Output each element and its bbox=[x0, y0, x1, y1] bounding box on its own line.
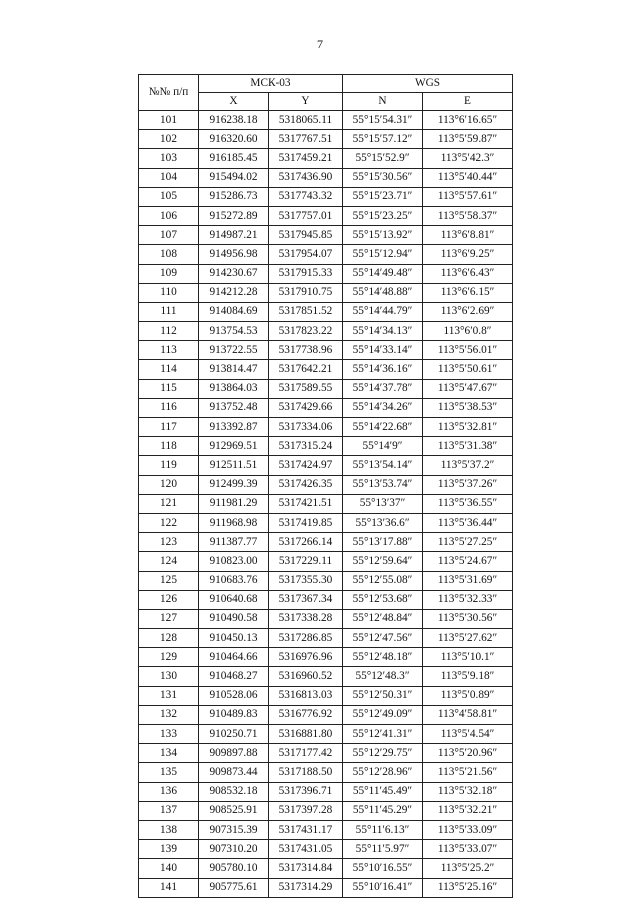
cell-e: 113°5′31.38″ bbox=[423, 437, 513, 456]
cell-e: 113°5′10.1″ bbox=[423, 648, 513, 667]
cell-n: 55°14′34.13″ bbox=[343, 322, 423, 341]
cell-y: 5316776.92 bbox=[269, 705, 343, 724]
cell-y: 5317429.66 bbox=[269, 398, 343, 417]
cell-num: 141 bbox=[139, 878, 199, 897]
cell-x: 914230.67 bbox=[199, 264, 269, 283]
cell-e: 113°6′8.81″ bbox=[423, 226, 513, 245]
cell-e: 113°5′50.61″ bbox=[423, 360, 513, 379]
cell-num: 117 bbox=[139, 418, 199, 437]
table-row bbox=[139, 360, 513, 379]
cell-n: 55°14′9″ bbox=[343, 437, 423, 456]
cell-num: 111 bbox=[139, 302, 199, 321]
table-row bbox=[139, 418, 513, 437]
cell-e: 113°5′27.25″ bbox=[423, 533, 513, 552]
cell-num: 130 bbox=[139, 667, 199, 686]
cell-num: 108 bbox=[139, 245, 199, 264]
cell-e: 113°5′24.67″ bbox=[423, 552, 513, 571]
cell-n: 55°15′12.94″ bbox=[343, 245, 423, 264]
table-row bbox=[139, 801, 513, 820]
cell-n: 55°11′5.97″ bbox=[343, 840, 423, 859]
table-row bbox=[139, 629, 513, 648]
cell-n: 55°12′53.68″ bbox=[343, 590, 423, 609]
cell-e: 113°5′47.67″ bbox=[423, 379, 513, 398]
table-row bbox=[139, 283, 513, 302]
cell-x: 916185.45 bbox=[199, 149, 269, 168]
cell-num: 138 bbox=[139, 820, 199, 839]
cell-num: 119 bbox=[139, 456, 199, 475]
cell-y: 5317851.52 bbox=[269, 302, 343, 321]
table-row bbox=[139, 379, 513, 398]
cell-num: 104 bbox=[139, 168, 199, 187]
cell-e: 113°4′58.81″ bbox=[423, 705, 513, 724]
cell-num: 103 bbox=[139, 149, 199, 168]
cell-n: 55°12′48.3″ bbox=[343, 667, 423, 686]
cell-e: 113°5′37.2″ bbox=[423, 456, 513, 475]
cell-num: 124 bbox=[139, 552, 199, 571]
cell-num: 109 bbox=[139, 264, 199, 283]
cell-n: 55°14′36.16″ bbox=[343, 360, 423, 379]
cell-x: 916320.60 bbox=[199, 130, 269, 149]
table-row bbox=[139, 744, 513, 763]
cell-num: 127 bbox=[139, 609, 199, 628]
cell-x: 909873.44 bbox=[199, 763, 269, 782]
cell-y: 5317589.55 bbox=[269, 379, 343, 398]
cell-x: 915272.89 bbox=[199, 206, 269, 225]
cell-x: 907315.39 bbox=[199, 820, 269, 839]
table-row bbox=[139, 168, 513, 187]
cell-num: 134 bbox=[139, 744, 199, 763]
cell-x: 912511.51 bbox=[199, 456, 269, 475]
cell-y: 5317738.96 bbox=[269, 341, 343, 360]
cell-x: 913814.47 bbox=[199, 360, 269, 379]
cell-n: 55°12′29.75″ bbox=[343, 744, 423, 763]
cell-num: 123 bbox=[139, 533, 199, 552]
table-row bbox=[139, 494, 513, 513]
cell-y: 5317177.42 bbox=[269, 744, 343, 763]
table-row bbox=[139, 840, 513, 859]
cell-num: 132 bbox=[139, 705, 199, 724]
table-row bbox=[139, 111, 513, 130]
table-row bbox=[139, 859, 513, 878]
table-row bbox=[139, 322, 513, 341]
cell-e: 113°6′9.25″ bbox=[423, 245, 513, 264]
cell-y: 5317431.05 bbox=[269, 840, 343, 859]
cell-n: 55°13′53.74″ bbox=[343, 475, 423, 494]
cell-num: 118 bbox=[139, 437, 199, 456]
cell-n: 55°15′23.71″ bbox=[343, 187, 423, 206]
table-row bbox=[139, 341, 513, 360]
cell-n: 55°13′37″ bbox=[343, 494, 423, 513]
cell-n: 55°11′45.49″ bbox=[343, 782, 423, 801]
cell-n: 55°12′47.56″ bbox=[343, 629, 423, 648]
cell-x: 913392.87 bbox=[199, 418, 269, 437]
page-number: 7 bbox=[317, 37, 323, 51]
cell-x: 914956.98 bbox=[199, 245, 269, 264]
cell-num: 105 bbox=[139, 187, 199, 206]
cell-e: 113°5′20.96″ bbox=[423, 744, 513, 763]
cell-n: 55°12′49.09″ bbox=[343, 705, 423, 724]
cell-x: 910528.06 bbox=[199, 686, 269, 705]
cell-x: 912499.39 bbox=[199, 475, 269, 494]
header-x: X bbox=[199, 93, 269, 111]
cell-y: 5317396.71 bbox=[269, 782, 343, 801]
cell-x: 910468.27 bbox=[199, 667, 269, 686]
cell-num: 106 bbox=[139, 206, 199, 225]
cell-y: 5317355.30 bbox=[269, 571, 343, 590]
cell-e: 113°5′42.3″ bbox=[423, 149, 513, 168]
cell-x: 913864.03 bbox=[199, 379, 269, 398]
table-row bbox=[139, 686, 513, 705]
cell-num: 133 bbox=[139, 725, 199, 744]
cell-num: 135 bbox=[139, 763, 199, 782]
cell-e: 113°5′38.53″ bbox=[423, 398, 513, 417]
header-num: №№ п/п bbox=[139, 75, 199, 111]
cell-x: 915286.73 bbox=[199, 187, 269, 206]
cell-n: 55°10′16.41″ bbox=[343, 878, 423, 897]
cell-n: 55°12′50.31″ bbox=[343, 686, 423, 705]
cell-num: 120 bbox=[139, 475, 199, 494]
cell-e: 113°5′25.2″ bbox=[423, 859, 513, 878]
coordinates-table bbox=[138, 74, 513, 898]
cell-y: 5317823.22 bbox=[269, 322, 343, 341]
table-row bbox=[139, 667, 513, 686]
cell-x: 910490.58 bbox=[199, 609, 269, 628]
cell-n: 55°13′54.14″ bbox=[343, 456, 423, 475]
cell-x: 910464.66 bbox=[199, 648, 269, 667]
cell-y: 5317767.51 bbox=[269, 130, 343, 149]
cell-n: 55°12′55.08″ bbox=[343, 571, 423, 590]
cell-e: 113°5′4.54″ bbox=[423, 725, 513, 744]
cell-n: 55°15′54.31″ bbox=[343, 111, 423, 130]
cell-n: 55°12′48.18″ bbox=[343, 648, 423, 667]
cell-x: 914987.21 bbox=[199, 226, 269, 245]
cell-x: 905780.10 bbox=[199, 859, 269, 878]
cell-num: 128 bbox=[139, 629, 199, 648]
table-row bbox=[139, 590, 513, 609]
cell-e: 113°5′33.09″ bbox=[423, 820, 513, 839]
table-row bbox=[139, 130, 513, 149]
cell-e: 113°6′2.69″ bbox=[423, 302, 513, 321]
cell-e: 113°6′16.65″ bbox=[423, 111, 513, 130]
cell-e: 113°5′58.37″ bbox=[423, 206, 513, 225]
cell-y: 5317426.35 bbox=[269, 475, 343, 494]
cell-n: 55°14′34.26″ bbox=[343, 398, 423, 417]
header-group-wgs: WGS bbox=[343, 75, 513, 93]
cell-n: 55°14′44.79″ bbox=[343, 302, 423, 321]
table-row bbox=[139, 437, 513, 456]
cell-x: 914212.28 bbox=[199, 283, 269, 302]
cell-e: 113°5′37.26″ bbox=[423, 475, 513, 494]
cell-y: 5317338.28 bbox=[269, 609, 343, 628]
cell-n: 55°13′17.88″ bbox=[343, 533, 423, 552]
cell-x: 912969.51 bbox=[199, 437, 269, 456]
cell-x: 910823.00 bbox=[199, 552, 269, 571]
cell-y: 5317757.01 bbox=[269, 206, 343, 225]
table-row bbox=[139, 475, 513, 494]
cell-n: 55°15′30.56″ bbox=[343, 168, 423, 187]
table-row bbox=[139, 552, 513, 571]
cell-n: 55°14′37.78″ bbox=[343, 379, 423, 398]
cell-x: 910489.83 bbox=[199, 705, 269, 724]
table-row bbox=[139, 782, 513, 801]
table-row bbox=[139, 302, 513, 321]
cell-x: 915494.02 bbox=[199, 168, 269, 187]
header-n: N bbox=[343, 93, 423, 111]
table-row bbox=[139, 226, 513, 245]
cell-num: 121 bbox=[139, 494, 199, 513]
cell-num: 125 bbox=[139, 571, 199, 590]
cell-e: 113°5′36.55″ bbox=[423, 494, 513, 513]
cell-num: 122 bbox=[139, 513, 199, 532]
table-row bbox=[139, 648, 513, 667]
cell-x: 905775.61 bbox=[199, 878, 269, 897]
table-row bbox=[139, 571, 513, 590]
cell-e: 113°5′57.61″ bbox=[423, 187, 513, 206]
cell-num: 107 bbox=[139, 226, 199, 245]
table-row bbox=[139, 705, 513, 724]
header-group-msk: МСК-03 bbox=[199, 75, 343, 93]
cell-num: 136 bbox=[139, 782, 199, 801]
cell-e: 113°6′6.43″ bbox=[423, 264, 513, 283]
cell-num: 137 bbox=[139, 801, 199, 820]
cell-n: 55°15′52.9″ bbox=[343, 149, 423, 168]
cell-y: 5317915.33 bbox=[269, 264, 343, 283]
cell-e: 113°5′25.16″ bbox=[423, 878, 513, 897]
cell-x: 910250.71 bbox=[199, 725, 269, 744]
cell-y: 5316960.52 bbox=[269, 667, 343, 686]
table-body bbox=[139, 111, 513, 898]
cell-x: 909897.88 bbox=[199, 744, 269, 763]
cell-num: 129 bbox=[139, 648, 199, 667]
cell-x: 911968.98 bbox=[199, 513, 269, 532]
cell-x: 910450.13 bbox=[199, 629, 269, 648]
cell-n: 55°14′22.68″ bbox=[343, 418, 423, 437]
cell-num: 126 bbox=[139, 590, 199, 609]
cell-e: 113°5′32.81″ bbox=[423, 418, 513, 437]
cell-n: 55°12′41.31″ bbox=[343, 725, 423, 744]
cell-x: 907310.20 bbox=[199, 840, 269, 859]
cell-y: 5317397.28 bbox=[269, 801, 343, 820]
cell-e: 113°5′33.07″ bbox=[423, 840, 513, 859]
cell-y: 5316976.96 bbox=[269, 648, 343, 667]
cell-x: 913752.48 bbox=[199, 398, 269, 417]
cell-n: 55°15′13.92″ bbox=[343, 226, 423, 245]
cell-y: 5317954.07 bbox=[269, 245, 343, 264]
cell-x: 908532.18 bbox=[199, 782, 269, 801]
table-row bbox=[139, 456, 513, 475]
cell-e: 113°6′6.15″ bbox=[423, 283, 513, 302]
cell-n: 55°15′23.25″ bbox=[343, 206, 423, 225]
cell-num: 113 bbox=[139, 341, 199, 360]
table-row bbox=[139, 763, 513, 782]
cell-e: 113°5′21.56″ bbox=[423, 763, 513, 782]
cell-y: 5317334.06 bbox=[269, 418, 343, 437]
cell-e: 113°5′59.87″ bbox=[423, 130, 513, 149]
table-row bbox=[139, 533, 513, 552]
cell-y: 5317315.24 bbox=[269, 437, 343, 456]
cell-y: 5318065.11 bbox=[269, 111, 343, 130]
cell-y: 5317188.50 bbox=[269, 763, 343, 782]
cell-e: 113°5′36.44″ bbox=[423, 513, 513, 532]
cell-num: 116 bbox=[139, 398, 199, 417]
table-row bbox=[139, 149, 513, 168]
cell-y: 5317421.51 bbox=[269, 494, 343, 513]
cell-y: 5317459.21 bbox=[269, 149, 343, 168]
cell-x: 910683.76 bbox=[199, 571, 269, 590]
table-row bbox=[139, 513, 513, 532]
table-row bbox=[139, 820, 513, 839]
cell-n: 55°13′36.6″ bbox=[343, 513, 423, 532]
table-row bbox=[139, 725, 513, 744]
cell-y: 5317424.97 bbox=[269, 456, 343, 475]
cell-num: 101 bbox=[139, 111, 199, 130]
table-row bbox=[139, 609, 513, 628]
cell-x: 913722.55 bbox=[199, 341, 269, 360]
cell-n: 55°12′48.84″ bbox=[343, 609, 423, 628]
cell-e: 113°5′32.21″ bbox=[423, 801, 513, 820]
cell-n: 55°14′33.14″ bbox=[343, 341, 423, 360]
cell-y: 5317266.14 bbox=[269, 533, 343, 552]
cell-n: 55°12′59.64″ bbox=[343, 552, 423, 571]
cell-y: 5317286.85 bbox=[269, 629, 343, 648]
cell-n: 55°15′57.12″ bbox=[343, 130, 423, 149]
cell-e: 113°5′56.01″ bbox=[423, 341, 513, 360]
cell-n: 55°14′48.88″ bbox=[343, 283, 423, 302]
cell-x: 914084.69 bbox=[199, 302, 269, 321]
table-row bbox=[139, 245, 513, 264]
cell-num: 110 bbox=[139, 283, 199, 302]
table-row bbox=[139, 264, 513, 283]
cell-x: 913754.53 bbox=[199, 322, 269, 341]
cell-x: 911387.77 bbox=[199, 533, 269, 552]
cell-n: 55°10′16.55″ bbox=[343, 859, 423, 878]
cell-y: 5317431.17 bbox=[269, 820, 343, 839]
cell-e: 113°5′0.89″ bbox=[423, 686, 513, 705]
cell-y: 5317910.75 bbox=[269, 283, 343, 302]
cell-num: 139 bbox=[139, 840, 199, 859]
cell-y: 5317367.34 bbox=[269, 590, 343, 609]
cell-e: 113°5′32.33″ bbox=[423, 590, 513, 609]
cell-num: 112 bbox=[139, 322, 199, 341]
table-row bbox=[139, 878, 513, 897]
cell-num: 114 bbox=[139, 360, 199, 379]
cell-num: 115 bbox=[139, 379, 199, 398]
cell-e: 113°5′40.44″ bbox=[423, 168, 513, 187]
cell-e: 113°5′9.18″ bbox=[423, 667, 513, 686]
cell-n: 55°14′49.48″ bbox=[343, 264, 423, 283]
header-y: Y bbox=[269, 93, 343, 111]
table-row bbox=[139, 398, 513, 417]
cell-y: 5317419.85 bbox=[269, 513, 343, 532]
cell-num: 140 bbox=[139, 859, 199, 878]
cell-y: 5316881.80 bbox=[269, 725, 343, 744]
cell-e: 113°5′27.62″ bbox=[423, 629, 513, 648]
cell-y: 5317229.11 bbox=[269, 552, 343, 571]
cell-y: 5317314.84 bbox=[269, 859, 343, 878]
cell-e: 113°5′32.18″ bbox=[423, 782, 513, 801]
cell-n: 55°12′28.96″ bbox=[343, 763, 423, 782]
cell-num: 102 bbox=[139, 130, 199, 149]
cell-y: 5317743.32 bbox=[269, 187, 343, 206]
cell-e: 113°5′31.69″ bbox=[423, 571, 513, 590]
cell-y: 5317642.21 bbox=[269, 360, 343, 379]
cell-y: 5317314.29 bbox=[269, 878, 343, 897]
table-row bbox=[139, 187, 513, 206]
table-row bbox=[139, 206, 513, 225]
cell-n: 55°11′45.29″ bbox=[343, 801, 423, 820]
cell-x: 908525.91 bbox=[199, 801, 269, 820]
cell-y: 5317436.90 bbox=[269, 168, 343, 187]
cell-e: 113°6′0.8″ bbox=[423, 322, 513, 341]
cell-x: 916238.18 bbox=[199, 111, 269, 130]
cell-y: 5316813.03 bbox=[269, 686, 343, 705]
cell-x: 910640.68 bbox=[199, 590, 269, 609]
cell-y: 5317945.85 bbox=[269, 226, 343, 245]
cell-e: 113°5′30.56″ bbox=[423, 609, 513, 628]
cell-x: 911981.29 bbox=[199, 494, 269, 513]
cell-num: 131 bbox=[139, 686, 199, 705]
header-e: E bbox=[423, 93, 513, 111]
cell-n: 55°11′6.13″ bbox=[343, 820, 423, 839]
table-header bbox=[139, 75, 513, 111]
